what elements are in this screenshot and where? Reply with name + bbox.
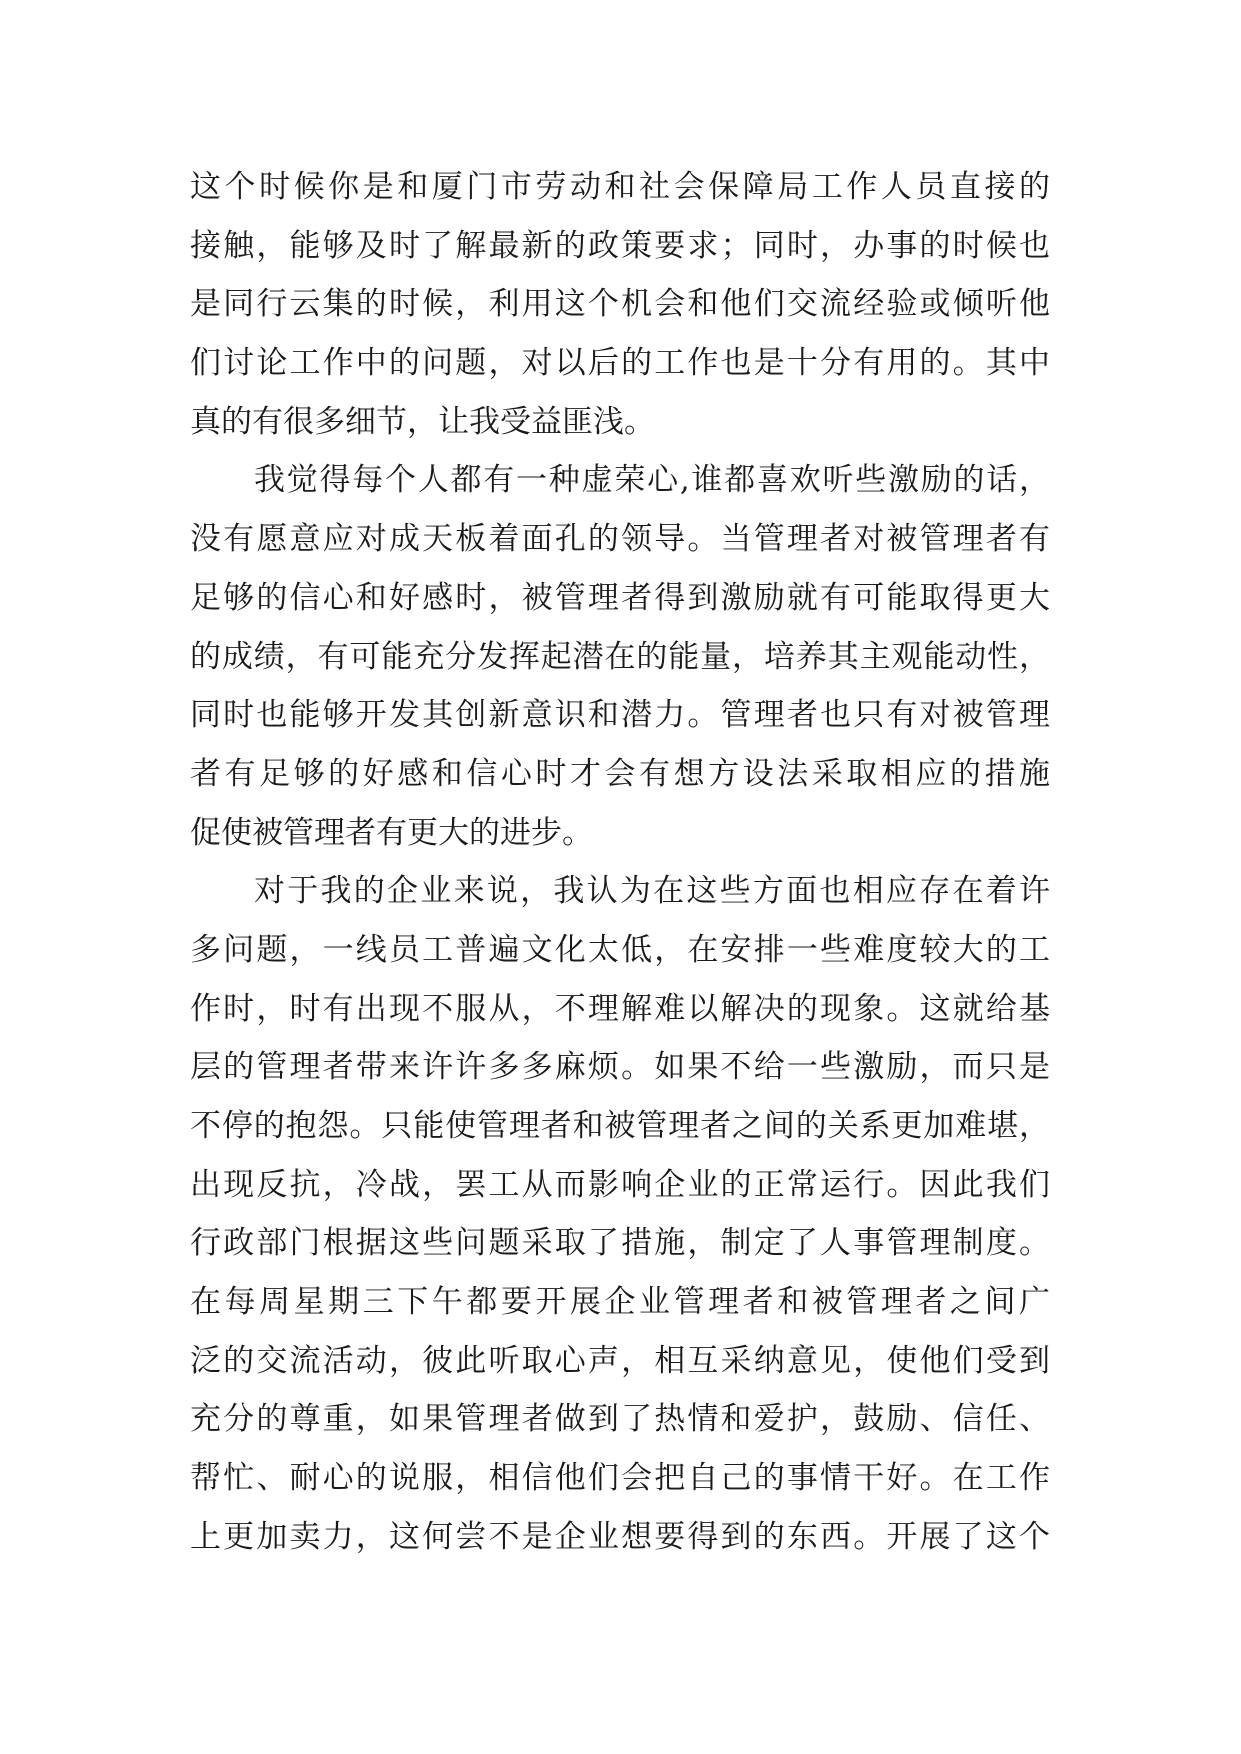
paragraph-1 — [190, 158, 1050, 451]
text-line: 同时也能够开发其创新意识和潜力。管理者也只有对被管理 — [190, 697, 1050, 734]
text-line: 足够的信心和好感时，被管理者得到激励就有可能取得更大 — [190, 579, 1050, 616]
text-line: 我觉得每个人都有一种虚荣心,谁都喜欢听些激励的话， — [254, 462, 1050, 499]
document-page — [190, 158, 1050, 1567]
text-line: 者有足够的好感和信心时才会有想方设法采取相应的措施 — [190, 755, 1050, 792]
text-line: 们讨论工作中的问题，对以后的工作也是十分有用的。其中 — [190, 345, 1050, 382]
text-line: 的成绩，有可能充分发挥起潜在的能量，培养其主观能动性， — [190, 638, 1050, 675]
text-line: 真的有很多细节，让我受益匪浅。 — [190, 403, 655, 440]
text-line: 泛的交流活动，彼此听取心声，相互采纳意见，使他们受到 — [190, 1342, 1050, 1379]
text-line: 对于我的企业来说，我认为在这些方面也相应存在着许 — [254, 873, 1050, 910]
text-line: 多问题，一线员工普遍文化太低，在安排一些难度较大的工 — [190, 931, 1050, 968]
text-line: 上更加卖力，这何尝不是企业想要得到的东西。开展了这个 — [190, 1518, 1050, 1555]
text-line: 出现反抗，冷战，罢工从而影响企业的正常运行。因此我们 — [190, 1166, 1050, 1203]
text-line: 促使被管理者有更大的进步。 — [190, 814, 593, 851]
text-line: 行政部门根据这些问题采取了措施，制定了人事管理制度。 — [190, 1225, 1050, 1262]
text-line: 在每周星期三下午都要开展企业管理者和被管理者之间广 — [190, 1284, 1050, 1321]
text-line: 帮忙、耐心的说服，相信他们会把自己的事情干好。在工作 — [190, 1460, 1050, 1497]
text-line: 充分的尊重，如果管理者做到了热情和爱护，鼓励、信任、 — [190, 1401, 1050, 1438]
text-line: 没有愿意应对成天板着面孔的领导。当管理者对被管理者有 — [190, 521, 1050, 558]
paragraph-3 — [190, 862, 1050, 1566]
text-line: 作时，时有出现不服从，不理解难以解决的现象。这就给基 — [190, 990, 1050, 1027]
text-line: 不停的抱怨。只能使管理者和被管理者之间的关系更加难堪， — [190, 1108, 1050, 1144]
text-line: 这个时候你是和厦门市劳动和社会保障局工作人员直接的 — [190, 169, 1050, 205]
paragraph-2 — [190, 451, 1050, 862]
text-line: 层的管理者带来许许多多麻烦。如果不给一些激励，而只是 — [190, 1049, 1050, 1086]
text-line: 是同行云集的时候，利用这个机会和他们交流经验或倾听他 — [190, 286, 1050, 323]
text-line: 接触，能够及时了解最新的政策要求；同时，办事的时候也 — [190, 227, 1050, 264]
